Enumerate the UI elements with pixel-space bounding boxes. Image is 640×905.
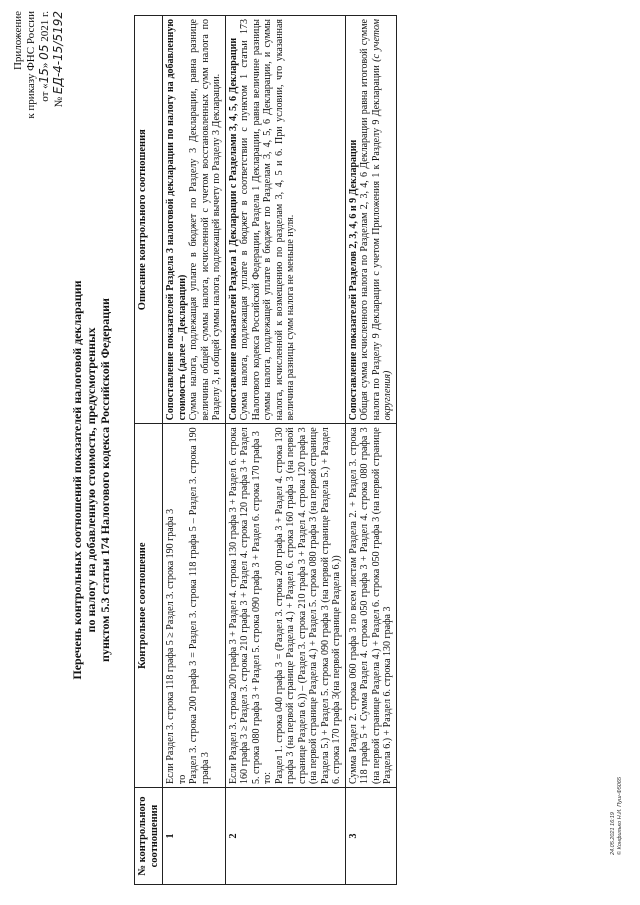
appendix-date <box>38 11 52 181</box>
footer-timestamp: 24.05.2021 16:19 <box>610 812 616 855</box>
description-cell <box>345 16 396 424</box>
table-row <box>225 16 345 885</box>
title-line1: Перечень контрольных соотношений показателей налоговой декларации <box>70 280 84 680</box>
row-number: 3 <box>345 788 396 885</box>
document-title <box>70 155 112 805</box>
description-heading: Сопоставление показателей Разделов 2, 3, 4, 6 и 9 Декларации <box>347 139 359 421</box>
number-prefix: № <box>53 96 65 108</box>
appendix-block <box>12 11 66 181</box>
description-heading: Сопоставление показателей Раздела 3 налоговой декларации по налогу на добавленную стоимость (далее – Декларации) <box>165 19 188 421</box>
date-prefix: от « <box>39 83 51 102</box>
relation-text: Раздел 1. строка 040 графа 3 = (Раздел 3. строка 200 графа 3 + Раздел 4. строка 130 графа 3 (на первой странице Раздела 4.) + Раздел 6. строка 160 графа 3 (на первой странице Раздела 6.)) – (Раздел 3. строка 210 графа 3 + Раздел 4. строка 120 графа 3 (на первой странице Раздела 4.) + Раздел 5. строка 080 графа 3 (на первой странице Раздела 5.) + Раздел 5. строка 090 графа 3 (на первой странице Раздела 5.) + Раздел 6. строка 170 графа 3(на первой странице Раздела 6.)) <box>273 427 342 785</box>
appendix-line2: к приказу ФНС России <box>25 11 37 119</box>
relation-text: то <box>176 774 188 785</box>
description-text: Сумма налога, подлежащая уплате в бюджет по Разделу 3 Декларации, равна разнице величины общей суммы налога, исчисленной с учетом восстановленных сумм налога по Разделу 3, и общей суммы налога, подлежащей вычету по Разделу 3 Декларации. <box>188 19 222 421</box>
control-relations-table <box>134 15 397 885</box>
header-no: № контрольного соотношения <box>135 788 163 885</box>
relation-cell <box>225 424 345 788</box>
date-mid: » <box>39 62 51 69</box>
relation-cell <box>163 424 226 788</box>
header-relation: Контрольное соотношение <box>135 424 163 788</box>
description-cell <box>225 16 345 424</box>
relation-text: то: <box>262 772 273 785</box>
number-value: ЕД-4-15/5192 <box>51 11 65 95</box>
date-month: 05 <box>37 44 51 60</box>
table-row <box>163 16 226 885</box>
description-text <box>359 19 394 420</box>
relation-cell <box>345 424 396 788</box>
appendix-line1: Приложение <box>12 11 24 71</box>
date-day: 15 <box>37 68 51 84</box>
relation-text: Сумма Раздел 2. строка 060 графа 3 по всем листам Раздела 2. + Раздел 3. строка 118 графа 5 + Сумма Раздел 4. строка 050 графа 3 + Раздел 4. строка 080 графа 3 (на первой странице Раздела 4.) + Раздел 6. строка 050 графа 3 (на первой странице Раздела 6.) + Раздел 6. строка 130 графа 3 <box>347 427 393 785</box>
row-number: 1 <box>163 788 226 885</box>
description-text: Сумма налога, подлежащая уплате в бюджет в соответствии с пунктом 1 статьи 173 Налогового кодекса Российской Федерации, Раздела 1 Декларации, равна величине разницы суммы налога, подлежащей уплате в бюджет по Разделам 3, 4, 5, 6 Декларации, и суммы налога, исчисленной к возмещению по разделам 3, 4, 5 и 6. При условии, что указанная величина разницы сумм налога не меньше нуля. <box>239 19 296 421</box>
relation-text: Раздел 3. строка 200 графа 3 = Раздел 3. строка 118 графа 5 – Раздел 3. строка 190 графа 3 <box>188 427 211 785</box>
relation-text: Если Раздел 3. строка 118 графа 5 ≥ Раздел 3. строка 190 графа 3 <box>165 508 176 785</box>
header-description: Описание контрольного соотношения <box>135 16 163 424</box>
table-header-row <box>135 16 163 885</box>
title-line2: по налогу на добавленную стоимость, предусмотренных <box>84 327 98 633</box>
footer-stamp-text: © Конфилько Н.И. Пуш-Ф5065 <box>616 777 623 855</box>
table-row <box>345 16 396 885</box>
appendix-number <box>52 11 66 181</box>
description-cell <box>163 16 226 424</box>
footer-stamp <box>610 695 624 855</box>
title-line3: пунктом 5.3 статьи 174 Налогового кодекса Российской Федерации <box>98 298 112 662</box>
row-number: 2 <box>225 788 345 885</box>
description-body: Общая сумма исчисленного налога по Разделам 2, 3, 4, 6 Декларации равна итоговой сумме налога по Разделу 9 Декларации с учетом Приложения 1 к Разделу 9 Декларации <box>359 19 382 421</box>
description-heading: Сопоставление показателей Раздела 1 Декларации с Разделами 3, 4, 5, 6 Декларации <box>227 37 239 421</box>
relation-text: Если Раздел 3. строка 200 графа 3 + Раздел 4. строка 130 графа 3 + Раздел 6. строка 160 графа 3 ≥ Раздел 3. строка 210 графа 3 + Раздел 4. строка 120 графа 3 + Раздел 5. строка 080 графа 3 + Раздел 5. строка 090 графа 3 + Раздел 6. строка 170 графа 3 <box>227 427 262 785</box>
description-italic-note: (с учетом округления) <box>370 19 393 421</box>
date-year: 2021 г. <box>39 11 51 42</box>
